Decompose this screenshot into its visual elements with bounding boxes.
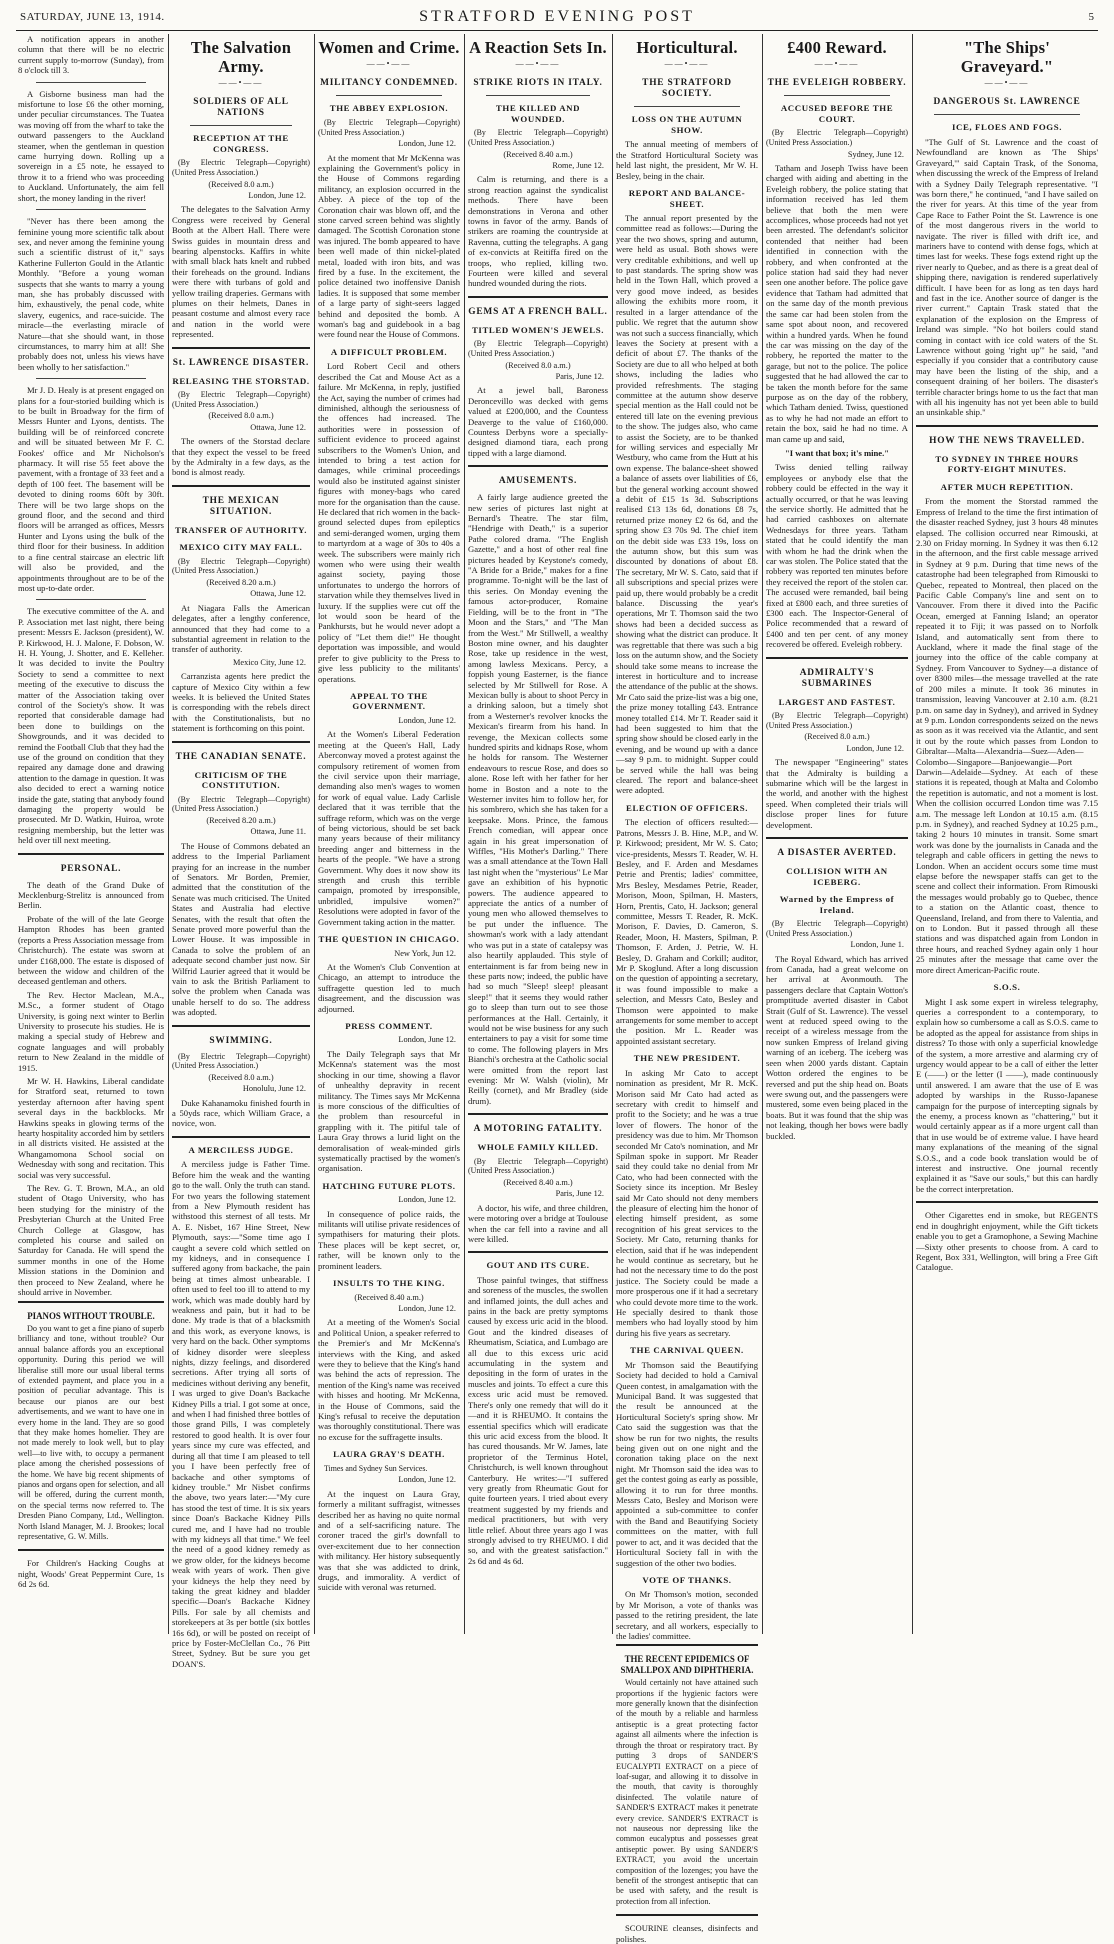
ad-text: Other Cigarettes end in smoke, but REGENTS end in doughright enjoyment, while the Gift tickets enable you to get a Gramophone, a Sewing Machine—Sixty other presents to choose from. A card to Regent, Box 331, Wellington, will bring a Free Gift Catalogue. bbox=[916, 1210, 1098, 1273]
article-text: In asking Mr Cato to accept nomination as president, Mr R. McK. Morison said Mr Cato had acted as secretary with credit to himself and profit to the Society; and he was a true lover of flowers. The honor of the presidency was due to him. Mr Thomson seconded Mr Cato's nomination, and Mr Spilman spoke in support. Mr Reader said they could take no denial from Mr Cato, who had been connected with the Society since its inception. Mr Besley said Mr Cato should not deny members the pleasure of electing him the honor of electing himself president, as some recognition of his great services to the Society. Mr Cato, returning thanks for election, said that if he was independent he would continue as secretary, but he had not the necessary time to do the post justice. The Society could be made a more prosperous one if it had a secretary who could devote more time to the work. He specially desired to thank those members who had loyally stood by him during his five years as secretary. bbox=[616, 1067, 758, 1338]
subheadline: THE KILLED AND WOUNDED. bbox=[495, 103, 581, 124]
divider bbox=[190, 125, 292, 126]
headline: THE STRATFORD SOCIETY. bbox=[642, 78, 732, 100]
divider bbox=[486, 95, 590, 96]
wire-credit: (By Electric Telegraph—Copyright) (United Press Association.) bbox=[468, 1156, 608, 1176]
subheadline: Warned by the Empress of Ireland. bbox=[779, 894, 895, 915]
article-text: Mr Thomson said the Beautifying Society had decided to hold a Carnival Queen contest, in amalgamation with the Municipal Band. It was suggested that the result be announced at the Horticultural Society's spring show. Mr Cato said the suggestion was that the show be run for two nights, the results being given out on one night and the coronation taking place on the next night. Mr Thomson said the idea was to get the contest going as early as possible, allowing it to run for three months. Messrs Cato, Besley and Morison were appointed a sub-committee to confer with the Band and Beautifying Society committees on the matter, with full power to act, and it was decided that the Horticultural Society fall in with the suggestion of the other two bodies. bbox=[616, 1359, 758, 1568]
subheadline: PRESS COMMENT. bbox=[345, 1020, 433, 1031]
subheadline: S.O.S. bbox=[993, 982, 1021, 993]
subheadline: LOSS ON THE AUTUMN SHOW. bbox=[631, 114, 743, 135]
dateline: Paris, June 12. bbox=[555, 371, 604, 381]
headline: THE MEXICAN SITUATION. bbox=[202, 495, 280, 517]
dateline: London, June 12. bbox=[398, 1304, 456, 1313]
article-text: The election of officers resulted:—Patrons, Messrs J. B. Hine, M.P., and W. P. Kirkwood; president, Mr W. S. Cato; vice-presidents, Messrs T. Reader, W. H. Besley, and F. Arden and Mesdames Petrie and Prentis; ladies' committee, Mrs Besley, Mesdames Petrie, Reader, Morison, Moon, Spilman, H. Masters, Horn, Prentis, Cato, H. Jackson; general committee, Messrs T. Reader, R. McK. Morison, F. Davies, D. Cameron, S. Reader, Moon, H. Masters, Spilman, P. Thomson, F. Arden, J. Petrie, W. H. Besley, D. Graham and Corkill; auditor, Mr P. Skoglund. After a long discussion on the question of appointing a secretary, it was found impossible to make a selection, and Messrs Cato, Besley and Thomson were appointed to make arrangements for some member to accept the position. Mr L. Reader was appointed assistant secretary. bbox=[616, 817, 758, 1046]
article-text: In consequence of police raids, the militants will utilise private residences of sympathisers for maturing their plots. These places will be kept secret, or, rather, will be known only to the prominent leaders. bbox=[318, 1208, 461, 1271]
article-text: The Daily Telegraph says that Mr McKenna's statement was the most shocking in our time, showing a flavor of unhealthy depravity in recent militancy. The Times says Mr McKenna is more conscious of the difficulties of the problem than resourceful in grappling with it. The pitiful tale of Laura Gray throws a lurid light on the demoralisation of weak-minded girls systematically practised by the women's organisation. bbox=[318, 1048, 460, 1174]
subheadline: REPORT AND BALANCE-SHEET. bbox=[628, 188, 746, 209]
headline: DANGEROUS St. LAWRENCE bbox=[933, 97, 1081, 108]
ornament: ——•—— bbox=[218, 78, 264, 87]
article-text: Duke Kahanamoku finished fourth in a 50yds race, which William Grace, a novice, won. bbox=[172, 1097, 310, 1129]
divider bbox=[336, 95, 442, 96]
dateline: London, June 12. bbox=[398, 1475, 456, 1485]
subheadline: TO SYDNEY IN THREE HOURS FORTY-EIGHT MINUTES. bbox=[935, 453, 1079, 475]
page-number: 5 bbox=[1088, 11, 1094, 23]
ornament: ——•—— bbox=[515, 59, 561, 68]
dateline: Ottawa, June 11. bbox=[250, 827, 306, 837]
subheadline: AFTER MUCH REPETITION. bbox=[940, 481, 1074, 492]
headline: SWIMMING. bbox=[209, 1035, 273, 1046]
headline: AMUSEMENTS. bbox=[498, 476, 578, 487]
personal-item: Mr W. H. Hawkins, Liberal candidate for Stratford seat, returned to town yesterday afternoon after having spent several days in the backblocks. Mr Hawkins speaks in glowing terms of the hearty hospitality accorded him by settlers in all districts visited. He assisted at the Whangamomona School social on Wednesday with song and recitation. This social was very successful. bbox=[18, 1075, 164, 1180]
subheadline: HATCHING FUTURE PLOTS. bbox=[322, 1180, 456, 1191]
subheadline: LAURA GRAY'S DEATH. bbox=[333, 1449, 445, 1460]
personal-item: Probate of the will of the late George Hampton Rhodes has been granted (reports a Press Association message from Christchurch). The estate was sworn at under £168,000. The estate is disposed of between the widow and children of the deceased gentleman and others. bbox=[18, 913, 164, 987]
advertisement bbox=[18, 1301, 164, 1543]
article-text: The delegates to the Salvation Army Congress were received by General Booth at the Albert Hall. There were Swiss guides in mountain dress and bearing alpenstocks. Kaffirs in white with small black hats knelt and rubbed their foreheads on the ground. Indians were there with turbans of gold and yellow trailing draperies. Germans with plumes on their helmets, Danes in peasant costume and almost every race and nation in the world were represented. bbox=[172, 204, 310, 340]
received-time: (Received 8.0 a.m.) bbox=[208, 179, 274, 189]
headline: ADMIRALTY'S SUBMARINES bbox=[799, 667, 875, 689]
headline: STRIKE RIOTS IN ITALY. bbox=[473, 78, 603, 89]
subheadline: A DIFFICULT PROBLEM. bbox=[330, 346, 448, 357]
divider bbox=[18, 853, 164, 855]
article-text: From the moment the Storstad rammed the Empress of Ireland to the time the first intimation of the disaster reached Sydney, just 3 hours 48 minutes elapsed. The collision occurred near Rimouski, at 2.30 on Friday morning. In Sydney it was then 6.12 in the afternoon, and the first cable message arrived in Sydney at 9 p.m. During that time news of the catastrophe had been telegraphed from Rimouski to Quebec, repeated to Montreal, then placed on the Pacific Cable Company's line and sent on to Vancouver. From there it dived into the Pacific Ocean, emerged at Fanning Island; an operator repeated it to Fiji; it was passed on to Norfolk Island, and automatically sent from there to Auckland, where it made the final stage of the journey into the office of the cable company at Sydney. From Vancouver to Sydney—a distance of over 8300 miles—the message travelled at the rate of 200 miles a minute. It took 36 minutes in transmission, leaving Vancouver at 2.10 a.m. (8.21 p.m. on same day in Sydney), and arrived in Sydney at 9 p.m. London correspondents seized on the news as soon as it was received via the Atlantic, and sent it out by the route which passes from London to Gibraltar—Malta—Alexandria—Suez—Aden—Colombo—Singapore—Banjoewangie—Port Darwin—Adelaide—Sydney. At each of these stations it is repeated, though at Malta and Colombo the repetition is automatic, and not a moment is lost. When the collision occurred London time was 7.15 a.m. The message left London at 10.15 a.m. (8.15 p.m. in Sydney), and reached Sydney at 10.25 p.m., taking 2 hours 10 minutes in transit. Some smart work was done by the journalists in Canada and the telegraph and cable officers in getting the news to London. When an accident occurs some time must elapse before the newspaper staffs can get to the scene and collect their information. From Rimouski the messages would probably go to Quebec, thence to a station on the Atlantic coast, thence to Queensland, Ireland, and from there to Valentia, and on to London. But it passed through all these stations and was dispatched again from London in three hours, and reached Sydney again only 1 hour 25 minutes after the message that came over the more direct American-Pacific route. bbox=[916, 496, 1098, 975]
headline: A MOTORING FATALITY. bbox=[473, 1124, 603, 1135]
divider bbox=[784, 95, 890, 96]
masthead-title: STRATFORD EVENING POST bbox=[419, 8, 695, 25]
paragraph: "Never has there been among the feminine young more scientific talk about sex, and never among the feminine young such a scientific distrust of it," says Katherine Fullerton Gould in the Atlantic Monthly. "Before a young woman suspects that she wants to marry a young man, she has probably discussed with him, exhaustively, the penal code, white slavery, eugenics, and race-suicide. The miracle—the everlasting miracle of Nature—that she should want, in those circumstances, to marry him at all! She probably does not, unless his views have been wholly to her satisfaction." bbox=[18, 216, 164, 372]
divider bbox=[916, 425, 1098, 427]
subheadline: GOUT AND ITS CURE. bbox=[486, 1260, 590, 1271]
ornament: ——•—— bbox=[814, 59, 860, 68]
divider bbox=[36, 599, 146, 600]
received-time: (Received 8.40 a.m.) bbox=[354, 1292, 424, 1302]
headline: A DISASTER AVERTED. bbox=[777, 848, 897, 859]
divider bbox=[36, 82, 146, 83]
subheadline: A MERCILESS JUDGE. bbox=[188, 1144, 294, 1155]
dateline: London, June 12. bbox=[398, 1035, 456, 1045]
headline: HOW THE NEWS TRAVELLED. bbox=[929, 435, 1085, 446]
divider bbox=[36, 209, 146, 210]
divider bbox=[934, 114, 1080, 115]
subheadline: INSULTS TO THE KING. bbox=[333, 1278, 445, 1289]
dateline: Mexico City, June 12. bbox=[233, 657, 306, 667]
subheadline: THE CARNIVAL QUEEN. bbox=[630, 1345, 744, 1356]
column-rule bbox=[612, 34, 613, 1634]
ad-title: THE RECENT EPIDEMICS OF SMALLPOX AND DIPHTHERIA. bbox=[620, 1654, 754, 1675]
received-time: (Received 8.40 a.m.) bbox=[503, 1177, 573, 1187]
subheadline: WHOLE FAMILY KILLED. bbox=[477, 1142, 599, 1153]
wire-credit: (By Electric Telegraph—Copyright) (United Press Association.) bbox=[766, 919, 908, 938]
divider bbox=[468, 1251, 608, 1253]
subheadline: TITLED WOMEN'S JEWELS. bbox=[471, 324, 605, 335]
column-2 bbox=[172, 34, 310, 1669]
dateline: Sydney, June 12. bbox=[847, 149, 904, 159]
article-text: The House of Commons debated an address to the Imperial Parliament praying for an increase in the number of Senators. Mr Borden, Premier, admitted that the constitution of the Senate was much criticised. The United States and Australia had elective Senates, with the result that often the Senate proved more powerful than the Lower House. It was impossible in Canada to solve the problem of an adequate second chamber just now. Sir Wilfrid Laurier agreed that it would be vain to ask the British Parliament to solve the problem when Canada was unable herself to do so. The address was adopted. bbox=[172, 840, 310, 1018]
column-rule bbox=[464, 34, 465, 1634]
personal-item: The Rev. Hector Maclean, M.A., M.Sc., a former student of Otago University, is going next winter to Berlin University to prosecute his studies. He is making a special study of Hebrew and cognate languages and will probably return to New Zealand in the middle of 1915. bbox=[18, 989, 164, 1073]
column-5 bbox=[616, 34, 759, 1944]
dateline: Honolulu, June 12. bbox=[242, 1084, 306, 1094]
subheadline: THE ABBEY EXPLOSION. bbox=[329, 103, 449, 114]
paragraph: The executive committee of the A. and P. Association met last night, there being present: Messrs E. Jackson (president), W. P. Kirkwood, H. J. Malone, F. Dobson, W. H. H. Young, J. Shotter, and E. Kelleher. It was decided to invite the Poultry Society to send a committee to next meeting of the executive to discuss the matter of the Association taking over control of the Society's show. It was reported that considerable damage had been done to buildings on the Showgrounds, and it was decided to remind the Football Club that they had the use of the ground on condition that they repaired any damage done and drawing attention to the damage in question. It was also decided to erect a warning notice inside the gate, stating that anybody found damaging the property would be prosecuted. Mr D. Watkin, Huiroa, wrote resigning membership, but the letter was held over till next meeting. bbox=[18, 606, 164, 846]
article-text: At a jewel ball, Baroness Deroncevillo was decked with gems valued at £200,000, and the Countess Deaverge to the value of £160,000. Countess Derbyns wore a specially-designed diamond tiara, each prong tipped with a large diamond. bbox=[468, 385, 608, 458]
personal-item: The death of the Grand Duke of Mecklenburg-Strelitz is announced from Berlin. bbox=[18, 879, 164, 911]
dateline: London, June 12. bbox=[398, 715, 456, 725]
column-title: The Salvation Army. bbox=[190, 38, 292, 76]
dateline: London, June 12. bbox=[248, 191, 306, 200]
wire-credit: (By Electric Telegraph—Copyright) (United Press Association.) bbox=[172, 556, 310, 576]
ad-text: For Children's Hacking Coughs at night, Woods' Great Peppermint Cure, 1s 6d 2s 6d. bbox=[18, 1558, 164, 1590]
headline: THE EVELEIGH ROBBERY. bbox=[767, 78, 907, 89]
dateline: Paris, June 12. bbox=[555, 1189, 604, 1199]
article-text: At the Women's Liberal Federation meeting at the Queen's Hall, Lady Aberconway moved a protest against the compulsory retirement of women from the civil service upon their marriage, demanding also men's wages to women for work of equal value. Lady Carlisle declared that it was terrible that the suffrage reform, which was on the verge of being victorious, should be set back many years because of their militancy breeding anger and bitterness in the hearts of the people. "We have a strong Government. Why does it now show its strength and crush this terrible campaign, promoted by irresponsible, unbridled, impulsive women?" Resolutions were adopted in favor of the Government taking action in the matter. bbox=[318, 729, 460, 927]
divider bbox=[468, 296, 608, 298]
divider bbox=[172, 485, 310, 487]
ad-text: SCOURINE cleanses, disinfects and polishes. bbox=[616, 1923, 758, 1944]
article-text: The owners of the Storstad declare that they expect the vessel to be freed by the Admiralty in a few days, as the bond is almost ready. bbox=[172, 436, 310, 478]
paragraph: Mr J. D. Healy is at present engaged on plans for a four-storied building which is to be built in Broadway for the firm of Messrs Hunter and Lyons, dentists. The building will be of reinforced concrete and will be situated between Mr F. C. Fookes' office and Mr Nicholson's pharmacy. It will rise 55 feet above the pavement, with a frontage of 33 feet and a depth of 100 feet. The basement will be devoted to dining rooms 60ft by 30ft. There will be two large shops on the ground floor, and the second and third floors will be arranged as offices, Messrs Hunter and Lyons using the bulk of the third floor for their business. In addition to a fine central staircase an electric lift will also be provided, and the appointments throughout are to be of the most up-to-date order. bbox=[18, 385, 164, 593]
received-time: (Received 8.20 a.m.) bbox=[206, 578, 276, 587]
column-3 bbox=[318, 34, 460, 1634]
article-text: At Niagara Falls the American delegates, after a lengthy conference, announced that they had come to a substantial agreement in relation to the transfer of authority. bbox=[172, 602, 310, 655]
subheadline: CRITICISM OF THE CONSTITUTION. bbox=[194, 769, 288, 791]
ad-title: PIANOS WITHOUT TROUBLE. bbox=[27, 1310, 155, 1321]
divider bbox=[172, 347, 310, 349]
divider bbox=[18, 1549, 164, 1551]
article-text: Those painful twinges, that stiffness and soreness of the muscles, the swollen and inflamed joints, the dull aches and pains in the back are pretty symptoms caused by excess uric acid in the blood. Gout and the kindred diseases of Rheumatism, Sciatica, and Lumbago are all due to this excess uric acid accumulating in the system and depositing in the form of urates in the muscles and joints. To effect a cure this excess uric acid must be removed. There's only one remedy that will do it—and it is RHEUMO. It contains the essential specifics which will eradicate this uric acid excess from the blood. It has cured thousands. Mr W. James, late proprietor of the Terminus Hotel, Christchurch, is well known throughout Canterbury. He writes:—"I suffered very greatly from Rheumatic Gout for quite fourteen years. I tried about every treatment suggested by my friends and medical practitioners, but with very little relief. About three years ago I was strongly advised to try RHEUMO. I did so, and with the greatest satisfaction." 2s 6d and 4s 6d. bbox=[468, 1274, 608, 1566]
subheadline: APPEAL TO THE GOVERNMENT. bbox=[350, 690, 428, 712]
headline: SOLDIERS OF ALL NATIONS bbox=[193, 97, 289, 119]
column-6 bbox=[766, 34, 908, 1634]
dateline: Ottawa, June 12. bbox=[250, 589, 306, 599]
wire-credit: (By Electric Telegraph—Copyright) (United Press Association.) bbox=[766, 128, 908, 147]
column-title: £400 Reward. bbox=[787, 38, 887, 57]
divider bbox=[916, 1201, 1098, 1203]
column-4 bbox=[468, 34, 608, 1634]
divider bbox=[616, 1914, 758, 1916]
received-time: (Received 8.0 a.m.) bbox=[208, 1072, 274, 1082]
article-text: The annual report presented by the committee read as follows:—During the year the two shows, spring and autumn, were held as usual. Both shows were very creditable exhibitions, and well up to past standards. The spring show was held in the Town Hall, which proved a very good move indeed, as besides allowing the exhibits more room, it resulted in a larger attendance of the public. We regret that the autumn show was not such a success financially, which leaves the Society at present with a deficit of about £7. The thanks of the Society are due to all who helped at both shows, including the ladies who provided refreshments. The staging committee at the autumn show deserve special mention as the Hall could not be entered till late on the evening previous to the show. The judges also, who came to assist the Society, are to be thanked for willing services and especially Mr Westbury, who came from the Hutt at his own expense. The balance-sheet showed a balance of assets over liabilities of £6, but the general working account showed a debit of £15 1s 3d. Subscriptions realised £13 13s 6d, donations £8 7s, returned prize money £2 6s 6d, and the spring show £3 70s 9d. The chief item on the debit side was £33 19s, loss on the autumn show, but this sum was discounted by donations of about £8. The secretary, Mr W. S. Cato, said that if all subscriptions and special prizes were paid up, there would probably be a credit balance. Discussing the year's operations, Mr T. Thomson said the two shows had been a decided success as showing what the district can produce. It was regrettable that there was such a big loss on the autumn show, and the Society should take some means to increase the interest in horticulture and to increase the attendance of the public at the shows. Mr Cato said the prize-list was a big one, the prize money totalling £43. Entrance money totalled £14. Mr T. Reader said it had been suggested to him that the spring show should be closed early in the evening, and be wound up with a dance—say 9 p.m. to midnight. Supper could be served while the hall was being cleared. The report and balance-sheet were adopted. bbox=[616, 213, 759, 796]
column-1 bbox=[18, 34, 164, 1634]
article-text: Twiss denied telling railway employees or anybody else that the robbery could be effected in the way it actually occurred, or that he was leaving the service shortly. He admitted that he had carried cashboxes on alternate Wednesdays for three years. Tatham stated that he could identify the man with whom he had the drink when the car was stolen. The Police stated that the robbery was reported ten minutes before they received the report of the stolen car. The accused were remanded, bail being fixed at £800 each, and three sureties of £300 each. The Inspector-General of Police recommended that a reward of £400 and ten per cent. of any money recovered be offered. Eveleigh robbery. bbox=[766, 462, 908, 650]
personal-heading: PERSONAL. bbox=[60, 863, 122, 874]
column-7 bbox=[916, 34, 1098, 1634]
dateline: London, June 1. bbox=[850, 940, 904, 950]
divider bbox=[172, 1136, 310, 1138]
wire-credit: (By Electric Telegraph—Copyright) (United Press Association.) bbox=[172, 158, 310, 177]
received-time: (Received 8.0 a.m.) bbox=[804, 732, 870, 742]
masthead bbox=[16, 8, 1098, 31]
advertisement bbox=[616, 1644, 758, 1907]
dateline: London, June 12. bbox=[398, 139, 456, 149]
dateline: London, June 12. bbox=[846, 743, 904, 753]
wire-credit: (By Electric Telegraph—Copyright) (United Press Association.) bbox=[468, 128, 608, 147]
column-title: A Reaction Sets In. bbox=[469, 38, 607, 57]
wire-credit: (By Electric Telegraph—Copyright) (United Press Association.) bbox=[318, 117, 460, 137]
article-text: A fairly large audience greeted the new series of pictures last night at Bernard's Theatre. The star film, "Hendrige with Death," is a superior Pathe colored drama. "The English Gazette," and a host of other real fine pictures headed by Keystone's comedy, "A Bride for a Bride," makes for a fine programme. To-night will be the last of this series. On Monday evening the famous actor-producer, Romaine Fielding, will be to the front in "The Moon and the Stars," and "The Man from the West." Mr Stillwell, a wealthy Boston mine owner, and his daughter Rose, take up residence in the west, among lawless Mexicans. Percy, a foppish young Easterner, is the fiance selected by Mr Stillwell for Rose. A Mexican bully is about to shoot Percy in a drinking saloon, but a timely shot from a Westerner's revolver knocks the Mexican's firearm from his hand. In revenge, the Mexican collects some hundred spirits and kidnaps Rose, whom he holds for ransom. The Westerner endeavours to rescue Rose, and does so alone. Rose left with her father for her home in Boston and a note to the Westerner invites him to follow her, for his sombrero, which she has taken for a keepsake. Mons. Prince, the famous French comedian, will appear once again in his great impersonation of Wiffles, "His Mother's Darling." There was a small attendance at the Town Hall last night when the "mysterious" Le Mar gave an exhibition of his hypnotic powers. The audience appeared to appreciate the antics of a number of young men who allowed themselves to be put under the influence. The showman's work with a lady attendant who was put in a state of catalepsy was also heartily applauded. This style of entertainment is far from being new in these parts now; indeed, the public have had so much "Sleep! sleep! pleasant sleep!" that it seems they would rather go to sleep than turn out to see those performances at the Hall. Certainly, it would not be wise business for any such entertainers to pay a visit for some time to come. The following players in Mrs Bianchi's orchestra at the Catholic social were omitted from the report last evening: Mr W. Walsh (violin), Mr Reilly (cornet), and Mr Bradley (side drum). bbox=[468, 492, 608, 1106]
wire-credit: (By Electric Telegraph—Copyright) (United Press Association.) bbox=[172, 390, 310, 409]
wire-credit: (By Electric Telegraph—Copyright) (United Press Association.) bbox=[468, 339, 608, 358]
headline: GEMS AT A FRENCH BALL. bbox=[468, 306, 608, 317]
column-title: "The Ships' Graveyard." bbox=[960, 38, 1054, 76]
received-time: (Received 8.40 a.m.) bbox=[503, 149, 573, 159]
divider bbox=[172, 741, 310, 743]
ad-text: Do you want to get a fine piano of superb brilliancy and tone, without trouble? Our annual balance affords you an exceptional opportunity. During this period we will liberalise still more our usual liberal terms of extended payment, and place you in a position of peculiar advantage. This is because our pianos are our best advertisements, and we want to have one in every home in the land. They are so good that they make homes homelier. They are not made merely to look well, but to play well—to live with, to occupy a permanent place among the cherished possessions of the home. We have big recent shipments of pianos and organs open for selection, and all will be offered, during the current month, on the special terms now referred to. The Dresden Piano Company, Ltd., Wellington. North Island Manager, M. J. Brookes; local representative, G. W. Mills. bbox=[18, 1323, 164, 1542]
divider bbox=[468, 465, 608, 467]
ornament: ——•—— bbox=[664, 59, 710, 68]
column-rule bbox=[762, 34, 763, 1634]
divider bbox=[468, 1113, 608, 1115]
article-text: "The Gulf of St. Lawrence and the coast of Newfoundland are known as 'The Ships' Graveyard,'" said Captain Trask, of the Sonoma, when discussing the wreck of the Empress of Ireland with a Sydney Daily Telegraph representative. "I was born there," he continued, "and I have sailed on the river for years. At this time of the year from Cape Race to Father Point the St. Lawrence is one of the most dangerous rivers in the world to navigate. The river is filled with drift ice, and mariners have to contend with dense fogs, which at times last for weeks. These fogs extend right up the river nearly to Quebec, and as there is a great deal of shipping there, navigation is rendered superlatively difficult. I have been for as long as ten days hard and fast in the ice. Another source of danger is the river current." Captain Trask stated that the explanation of the explosion on the Empress of Ireland was simple. "No hot boilers could stand coming in contact with ice cold waters of the St. Lawrence without going 'right up'" he said, "and especially if you consider that a contributory cause may have been the listing of the ship, and a consequent draining of her boilers. The disaster's terrible character brings home to us the fact that man with all his ingenuity has not yet been able to build an unsinkable ship." bbox=[916, 136, 1098, 418]
received-time: (Received 8.0 a.m.) bbox=[208, 411, 274, 421]
article-text: On Mr Thomson's motion, seconded by Mr Morison, a vote of thanks was passed to the retiring president, the late secretary, and all workers, especially to the ladies' committee. bbox=[616, 1589, 758, 1642]
paragraph: A notification appears in another column that there will be no electric current supply to-morrow (Sunday), from 8 o'clock till 3. bbox=[18, 34, 164, 76]
paragraph: A Gisborne business man had the misfortune to lose £6 the other morning, under peculiar circumstances. The Tuatea was moving off from the wharf to take the outward passengers to the Auckland steamer, when the gentleman in question came hurrying down. Rolling up a sovereign in a £5 note, he essayed to throw it to a friend who was proceeding to Auckland. Unfortunately, the aim fell short, the money landing in the river! bbox=[18, 88, 164, 203]
dateline: London, June 12. bbox=[398, 1195, 456, 1205]
wire-credit: (By Electric Telegraph—Copyright) (United Press Association.) bbox=[172, 1051, 310, 1071]
headline: St. LAWRENCE DISASTER. bbox=[172, 357, 310, 368]
article-text: The annual meeting of members of the Stratford Horticultural Society was held last night, the president, Mr W. H. Besley, being in the chair. bbox=[616, 139, 758, 181]
dateline: Rome, June 12. bbox=[552, 161, 604, 170]
divider bbox=[36, 378, 146, 379]
article-text: Tatham and Joseph Twiss have been charged with aiding and abetting in the Eveleigh robbery, the police stating that information received has led them believe that both the men were accomplices, whose proceeds had not yet been arrested. The defendant's solicitor contended that neither had been identified in connection with the robbery, and when confronted at the police station had said they had never seen one another before. The police gave evidence that Tatham had admitted that on the same day of the month previous the same car had been stolen from the same spot about noon, and recovered within a hundred yards. When he found the car was missing on the day of the robbery, he reported the matter to the garage, but not to the police. The police suggested that he had allowed the car to be taken the month before for the same purpose as on the day of the robbery, which Tatham denied. Twiss, questioned as to why he had not made an effort to retain the box, said he had no time. A man came up and said, bbox=[766, 163, 908, 444]
received-time: (Received 8.0 a.m.) bbox=[505, 360, 571, 370]
divider bbox=[766, 657, 908, 659]
column-rule bbox=[314, 34, 315, 1634]
headline: THE CANADIAN SENATE. bbox=[175, 751, 307, 762]
article-text: At a meeting of the Women's Social and Political Union, a speaker referred to the Premier's and Mr McKenna's interviews with the King, and asked were they to believe that the King's hand was behind the acts of repression. The mention of the King's name was received with hisses and hooting. Mr McKenna, in the House of Commons, said the King's refusal to receive the deputation was thoroughly constitutional. There was no excuse for the suffragette insults. bbox=[318, 1317, 460, 1442]
article-text: At the inquest on Laura Gray, formerly a militant suffragist, witnesses described her as having no quite normal and of a self-sacrificing nature. The coroner traced the girl's downfall to over-excitement due to her connection with militancy. Her history subsequently was that she was addicted to drink, drugs, and immorality. A verdict of suicide with veronal was returned. bbox=[318, 1488, 460, 1593]
subheadline: MEXICO CITY MAY FALL. bbox=[179, 542, 303, 553]
article-text: At the moment that Mr McKenna was explaining the Government's policy in the House of Commons regarding militancy, an explosion occurred in the Abbey. A piece of the top of the Coronation chair was blown off, and the stone carved screen behind was slightly damaged. The Scottish Coronation stone was injured. The bomb appeared to have been well made of thin nickel-plated metal, loaded with iron bits, and was fired by a fuse. In the excitement, the police detained two inoffensive Danish ladies. It is supposed that some member of a large party of sight-seers lagged behind and deposited the bomb. A woman's bag and guidebook in a bag were found near the House of Commons. bbox=[318, 152, 460, 340]
ad-text: Would certainly not have attained such proportions if the hygienic factors were more generally known that the disinfection of the mouth by a reliable and harmless antiseptic is a great protecting factor against all ailments where the infection is through the throat or respiratory tract. By putting 3 drops of SANDER'S EUCALYPTI EXTRACT on a piece of loaf-sugar, and allowing it to dissolve in the mouth, that cavity is thoroughly disinfected. The volatile nature of SANDER'S EXTRACT makes it penetrate every crevice. SANDER'S EXTRACT is not nauseous nor depressing like the common eucalyptus and possesses great antiseptic power. By using SANDER'S EXTRACT, you avoid the uncertain composition of the lozenges; you have the benefit of the strongest antiseptic that can be used with safety, and the result is protection from all infection. bbox=[616, 1678, 758, 1906]
subheadline: TRANSFER OF AUTHORITY. bbox=[174, 524, 308, 535]
wire-credit: (By Electric Telegraph—Copyright) (United Press Association.) bbox=[766, 711, 908, 730]
article-text: Carranzista agents here predict the capture of Mexico City within a few weeks. It is believed the United States is corresponding with the rebels direct with the Constitutionalists, but no statement is forthcoming on this point. bbox=[172, 671, 310, 734]
article-text: At the Women's Club Convention at Chicago, an attempt to introduce the suffragette question led to much disagreement, and the discussion was adjourned. bbox=[318, 961, 460, 1014]
divider bbox=[766, 837, 908, 839]
subheadline: THE NEW PRESIDENT. bbox=[633, 1053, 741, 1064]
article-text: The Royal Edward, which has arrived from Canada, had a great welcome on her arrival at Avonmouth. The passengers declare that Captain Wotton's promptitude averted disaster in Cabot Strait (Gulf of St. Lawrence). The vessel went at reduced speed owing to the receipt of a wireless message from the now sunken Empress of Ireland giving warning of an iceberg. The iceberg was seen when 2000 yards distant. Captain Wotton ordered the engines to be reversed and put the ship head on. Boats were swung out, and the passengers were mustered, some even being placed in the boats. But it was found that the ship was not leaking, though her bows were badly buckled. bbox=[766, 953, 908, 1141]
divider bbox=[634, 106, 740, 107]
article-text: The newspaper "Engineering" states that the Admiralty is building a submarine which will be the largest in the world, and another with the highest speed. When completed their trials will disclose proper lines for future development. bbox=[766, 757, 908, 830]
subheadline: ICE, FLOES AND FOGS. bbox=[951, 122, 1062, 133]
article-text: A merciless judge is Father Time. Before him the weak and the wanting go to the wall. Only the truth can stand. For two years the following statement from a New Plymouth resident has withstood this sternest of all tests. Mr A. E. Nisbet, 167 Hine Street, New Plymouth, says:—"Some time ago I caught a severe cold which settled on my kidneys, and in consequence I suffered agony from backache, the pain being at times almost unbearable. I often used to feel too ill to attend to my work, which was made doubly hard by weakness and pain, but it had to be done. My trade is that of a blacksmith and this work, as everyone knows, is very hard on the back. Other symptoms of kidney disorder were sleepless nights, dizzy feelings, and disordered secretions. After trying all sorts of medicines without deriving any benefit, I was urged to give Doan's Backache Kidney Pills a trial. I got some at once, and when I had finished three bottles of those grand Pills, I was completely restored to good health. It is over four years since my cure was effected, and during all that time I am pleased to tell you I have been perfectly free of backache and other symptoms of kidney trouble." Mr Nisbet confirms the above, two years later:—"My cure has stood the test of time. It is six years since Doan's Backache Kidney Pills cured me, and I have had no trouble with my kidneys all that time." We feel the need of a good kidney remedy as we grow older, for the kidneys become weak with years of work. Then give your kidneys the help they need by taking the great kidney and bladder specific—Doan's Backache Kidney Pills. For sale by all chemists and storekeepers at 3s per bottle (six bottles 16s 6d), or will be posted on receipt of price by Foster-McClellan Co., 76 Pitt Street, Sydney. But be sure you get DOAN'S. bbox=[172, 1159, 310, 1669]
column-rule bbox=[912, 34, 913, 1634]
dateline: New York, Jun 12. bbox=[394, 948, 456, 958]
dateline: Ottawa, June 12. bbox=[250, 422, 306, 432]
article-text: Might I ask some expert in wireless telegraphy, queries a correspondent to a contemporary, to explain how so cumbersome a call as S.O.S. came to be adopted as the appeal for assistance from ships in distress? To those with only a superficial knowledge of the system, a more arrestive and alarming cry of urgency would appear to be a call of either the letter E (——) or the letter (I ——), made continuously until answered. I am aware that the use of E was adopted by warships in the Russo-Japanese campaign for the purpose of intercepting signals by the enemy, a process known as "chattering," but it would certainly appear as if a more urgent call than that in use would be of extreme value. I have heard many explanations of the meaning of the signal S.O.S., and a code book translation would be of interest and instructive. One journal recently explained it as "Save our souls," but this can hardly be the correct interpretation. bbox=[916, 996, 1098, 1194]
subheadline: COLLISION WITH AN ICEBERG. bbox=[786, 866, 888, 887]
headline: MILITANCY CONDEMNED. bbox=[320, 78, 458, 89]
article-text: A doctor, his wife, and three children, were motoring over a bridge at Toulouse when the car fell into a ravine and all were killed. bbox=[468, 1202, 608, 1244]
subheadline: RECEPTION AT THE CONGRESS. bbox=[193, 133, 289, 154]
ornament: ——•—— bbox=[366, 59, 412, 68]
pull-quote: "I want that box; it's mine." bbox=[784, 447, 890, 458]
personal-item: The Rev. G. T. Brown, M.A., an old student of Otago University, who has been studying for the ministry of the Presbyterian Church at the United Free Church College at Glasgow, has completed his course and sailed on Saturday for Canada. He will spend the summer months in one of the Home Mission stations in the Dominion and then proceed to New Zealand, where he should arrive in November. bbox=[18, 1183, 164, 1298]
wire-credit: Times and Sydney Sun Services. bbox=[324, 1463, 428, 1473]
subheadline: RELEASING THE STORSTAD. bbox=[172, 375, 310, 386]
column-title: Women and Crime. bbox=[318, 38, 460, 57]
subheadline: LARGEST AND FASTEST. bbox=[778, 696, 896, 707]
article-text: Lord Robert Cecil and others described the Cat and Mouse Act as a failure. Mr McKenna, in reply, justified the Act, saying the number of crimes had diminished, although the seriousness of the offences had increased. The authorities were in possession of sufficient evidence to proceed against subscribers to the Women's Union, and intended to bring a test action for damages, while criminal proceedings would also be instituted against sinister figures with money-bags who cared more for the organisation than the cause. He declared that rich women in the back-ground selected dupes from epileptics and semi-deranged women, urging them to martyrdom at a wage of 30s to 40s a week. The subscribers were mainly rich women who were using their wealth against society, paying those unfortunates to undergo the horrors of starvation while they themselves lived in luxury. If the supplies were cut off the lot would soon be heard of the Pankhursts, but he would never adopt a policy of "Let them die!" He thought deportation was impossible, and would prefer to give publicity to the Press to give less publicity to the militants' operations. bbox=[318, 361, 460, 684]
ornament: ——•—— bbox=[984, 78, 1030, 87]
received-time: (Received 8.20 a.m.) bbox=[206, 815, 276, 825]
subheadline: ACCUSED BEFORE THE COURT. bbox=[780, 103, 894, 124]
wire-credit: (By Electric Telegraph—Copyright) (United Press Association.) bbox=[172, 794, 310, 814]
column-title: Horticultural. bbox=[636, 38, 738, 57]
subheadline: VOTE OF THANKS. bbox=[642, 1574, 732, 1585]
divider bbox=[172, 1025, 310, 1027]
article-text: Calm is returning, and there is a strong reaction against the syndicalist methods. There have been demonstrations in Verona and other towns in favor of the army. Bands of strikers are roaming the countryside at Ravenna, cutting the telegraphs. A gang of ex-convicts at Reitiffa fired on the troops, who replied, killing two. Fourteen were killed and several hundred wounded during the riots. bbox=[468, 174, 608, 289]
subheadline: ELECTION OF OFFICERS. bbox=[625, 802, 748, 813]
masthead-date: SATURDAY, JUNE 13, 1914. bbox=[20, 11, 165, 23]
subheadline: THE QUESTION IN CHICAGO. bbox=[318, 934, 460, 945]
column-rule bbox=[168, 34, 169, 1634]
